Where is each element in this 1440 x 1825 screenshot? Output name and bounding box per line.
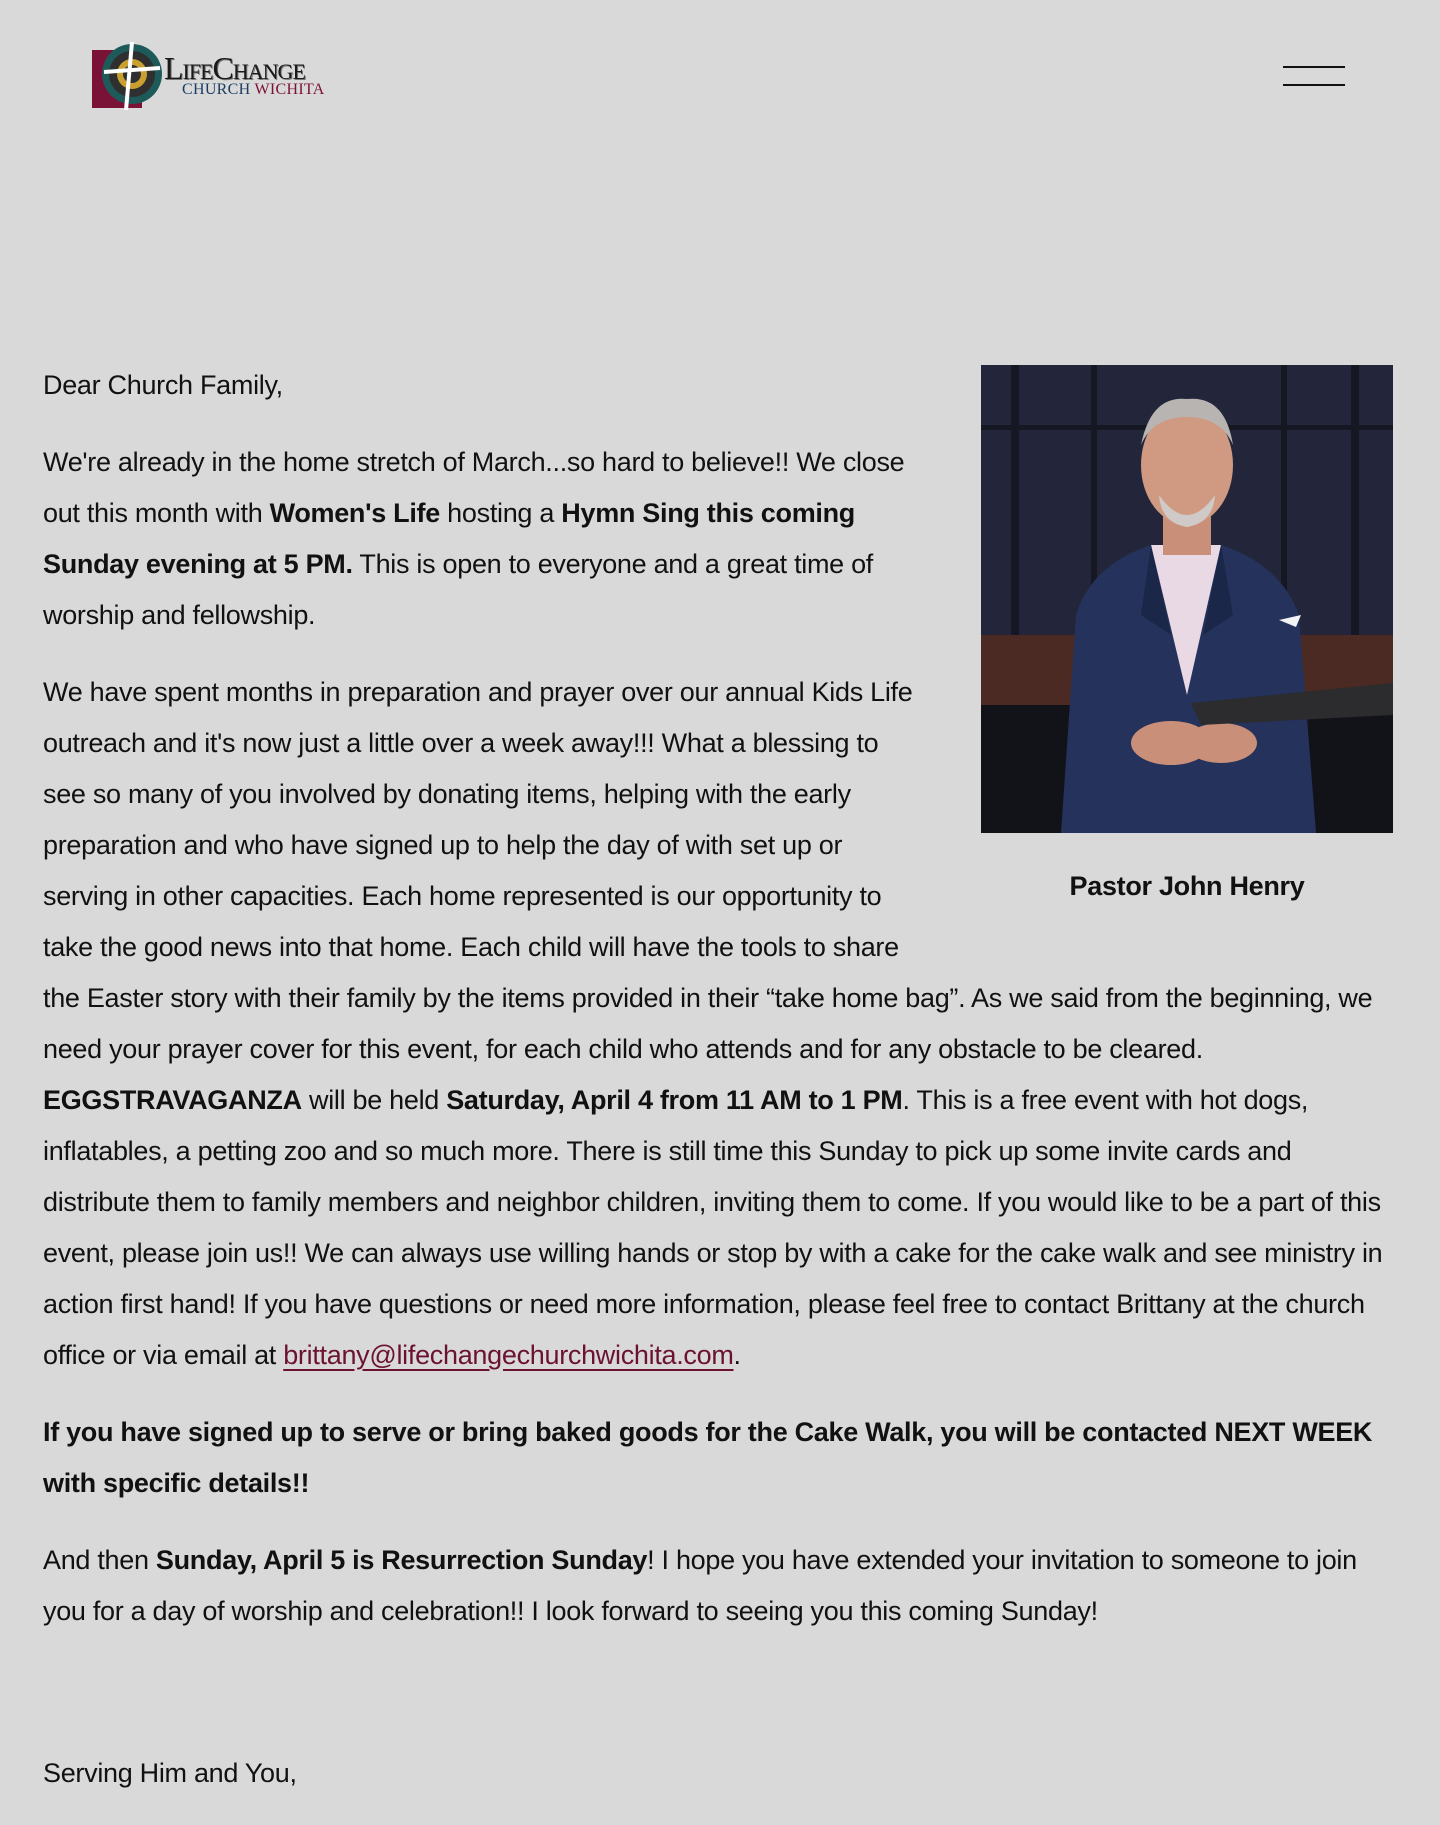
paragraph-hymn-sing: We're already in the home stretch of March...so hard to believe!! We close out this month with Women's Life hosting a Hymn Sing this coming Sunday evening at 5 PM. This is open to everyone and a great time of worship and fellowship. — [43, 447, 905, 630]
photo-caption: Pastor John Henry — [1069, 871, 1305, 901]
womens-life-bold: Women's Life — [269, 498, 440, 528]
closing: Serving Him and You, — [43, 1758, 297, 1788]
event-date-bold: Saturday, April 4 from 11 AM to 1 PM — [446, 1085, 903, 1115]
logo-tagline: CHURCH WICHITA — [182, 81, 325, 98]
hymn-sing-bold: Hymn Sing this coming Sunday evening at 5 PM. — [43, 498, 856, 579]
pastor-letter — [43, 360, 1393, 1825]
logo-wordmark: LifeChange — [164, 50, 305, 86]
site-header — [0, 0, 1440, 150]
pastor-photo — [981, 365, 1393, 833]
hamburger-menu-icon[interactable] — [1278, 58, 1346, 92]
greeting: Dear Church Family, — [43, 370, 283, 400]
logo-cross-icon — [90, 38, 164, 112]
eggstravaganza-bold: EGGSTRAVAGANZA — [43, 1085, 302, 1115]
paragraph-resurrection-sunday: And then Sunday, April 5 is Resurrection Sunday! I hope you have extended your invitation to someone to join you for a day of worship and celebration!! I look forward to seeing you this coming Sunday! — [43, 1545, 1357, 1626]
paragraph-cake-walk: If you have signed up to serve or bring baked goods for the Cake Walk, you will be contacted NEXT WEEK with specific details!! — [43, 1417, 1373, 1498]
site-logo[interactable] — [90, 36, 350, 114]
email-link[interactable]: brittany@lifechangechurchwichita.com — [283, 1340, 734, 1370]
paragraph-kids-life: We have spent months in preparation and prayer over our annual Kids Life outreach and it's now just a little over a week away!!! What a blessing to see so many of you involved by donating items, helping with the early preparation and who have signed up to help the day of with set up or serving in other capacities. Each home represented is our opportunity to take the good news into that home. Each child will have the tools to share the Easter story with their family by the items provided in their “take home bag”. As we said from the beginning, we need your prayer cover for this event, for each child who attends and for any obstacle to be cleared. EGGSTRAVAGANZA will be held Saturday, April 4 from 11 AM to 1 PM. This is a free event with hot dogs, inflatables, a petting zoo and so much more. There is still time this Sunday to pick up some invite cards and distribute them to family members and neighbor children, inviting them to come. If you would like to be a part of this event, please join us!! We can always use willing hands or stop by with a cake for the cake walk and see ministry in action first hand! If you have questions or need more information, please feel free to contact Brittany at the church office or via email at brittany@lifechangechurchwichita.com. — [43, 677, 1383, 1370]
resurrection-sunday-bold: Sunday, April 5 is Resurrection Sunday — [155, 1545, 648, 1575]
pastor-photo-block — [981, 365, 1393, 902]
